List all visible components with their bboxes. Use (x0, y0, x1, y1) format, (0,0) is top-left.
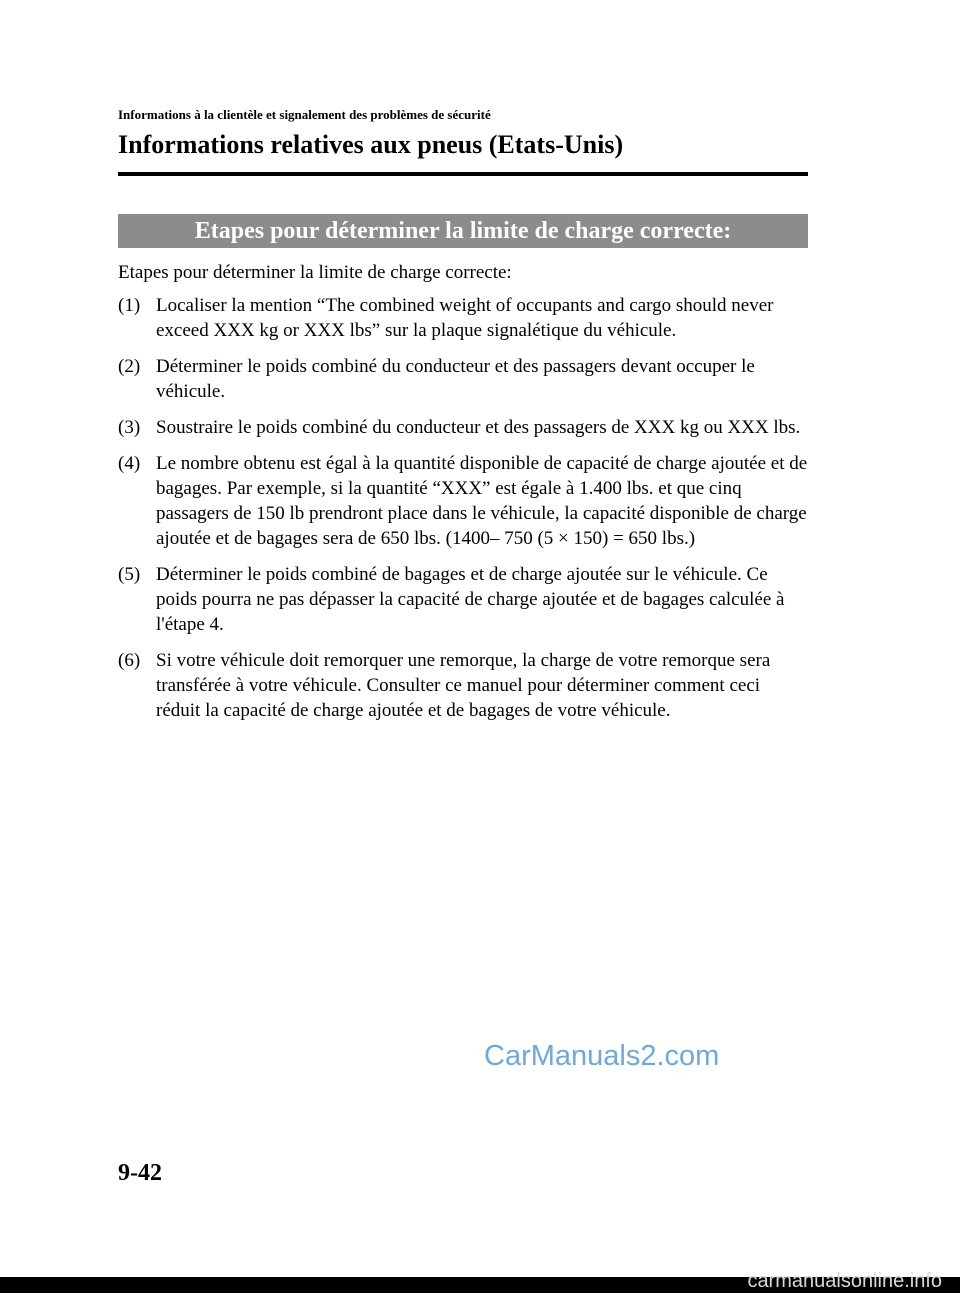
step-number: (6) (118, 650, 141, 671)
step-text: Localiser la mention “The combined weight of occupants and cargo should never exceed XXX kg or XXX lbs” sur la plaque signalétique du véhicule. (156, 295, 774, 341)
step-number: (3) (118, 417, 141, 438)
page-number: 9-42 (118, 1160, 162, 1186)
step-number: (5) (118, 564, 141, 585)
step-text: Si votre véhicule doit remorquer une remorque, la charge de votre remorque sera transférée à votre véhicule. Consulter ce manuel pour déterminer comment ceci réduit la capacité de charge ajoutée et de bagages de votre véhicule. (156, 650, 771, 721)
list-item (118, 648, 808, 723)
header-divider (118, 172, 808, 176)
steps-list (118, 293, 808, 734)
list-item (118, 354, 808, 404)
watermark-logo: CarManuals2.com (484, 1040, 720, 1072)
list-item (118, 415, 808, 440)
list-item (118, 562, 808, 637)
step-number: (4) (118, 453, 141, 474)
step-number: (2) (118, 356, 141, 377)
step-text: Soustraire le poids combiné du conducteur et des passagers de XXX kg ou XXX lbs. (156, 417, 801, 438)
step-number: (1) (118, 295, 141, 316)
page-title: Informations relatives aux pneus (Etats-Unis) (118, 130, 624, 159)
footer-site-link[interactable]: carmanualsonline.info (747, 1270, 942, 1292)
list-item (118, 451, 808, 551)
chapter-subtitle: Informations à la clientèle et signalement des problèmes de sécurité (118, 107, 491, 122)
step-text: Déterminer le poids combiné de bagages et de charge ajoutée sur le véhicule. Ce poids pourra ne pas dépasser la capacité de charge ajoutée et de bagages calculée à l'étape 4. (156, 564, 785, 635)
step-text: Le nombre obtenu est égal à la quantité disponible de capacité de charge ajoutée et de bagages. Par exemple, si la quantité “XXX” est égale à 1.400 lbs. et que cinq passagers de 150 lb prendront place dans le véhicule, la capacité disponible de charge ajoutée et de bagages sera de 650 lbs. (1400– 750 (5 × 150) = 650 lbs.) (156, 453, 808, 549)
list-item (118, 293, 808, 343)
section-intro: Etapes pour déterminer la limite de charge correcte: (118, 262, 512, 283)
step-text: Déterminer le poids combiné du conducteur et des passagers devant occuper le véhicule. (156, 356, 755, 402)
section-heading: Etapes pour déterminer la limite de charge correcte: (118, 214, 808, 248)
